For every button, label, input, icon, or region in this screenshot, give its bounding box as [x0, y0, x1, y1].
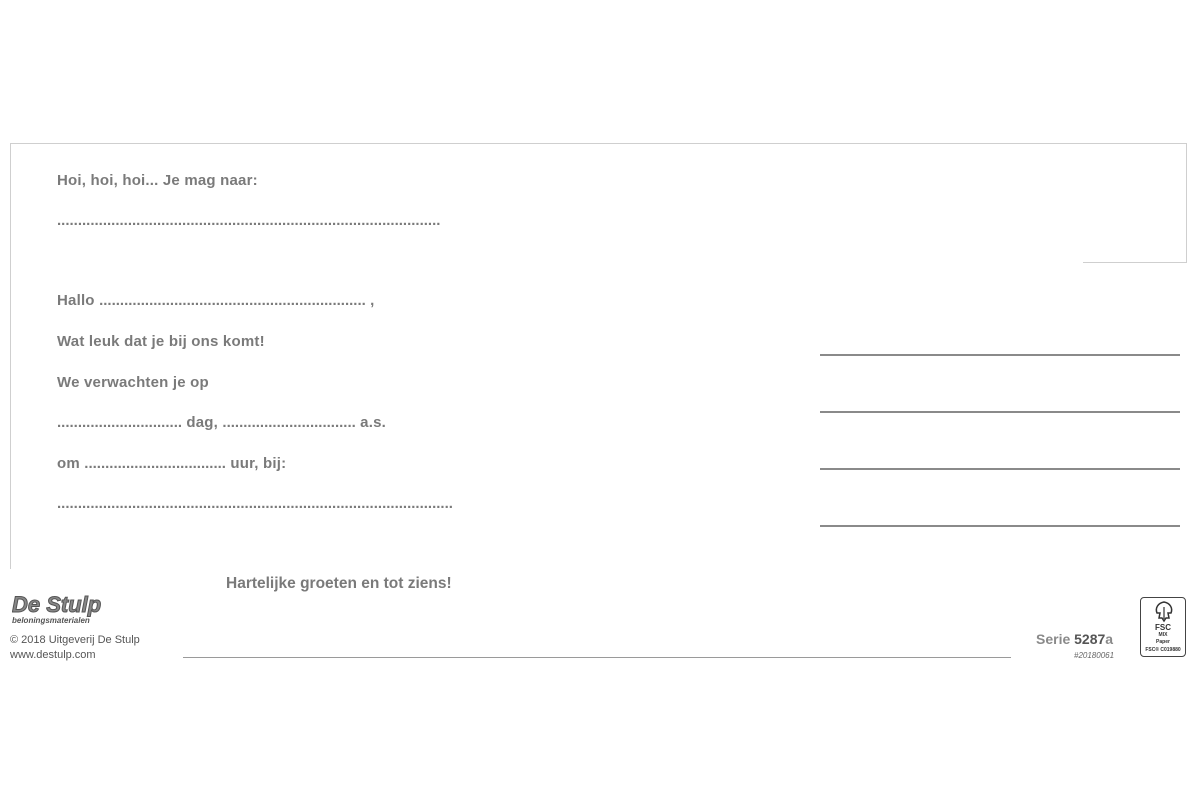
as-label: a.s.	[360, 414, 386, 431]
dag-label: dag,	[186, 414, 219, 431]
serial-number: #20180061	[1074, 651, 1115, 660]
hallo-comma: ,	[370, 292, 375, 309]
serie-prefix: Serie	[1036, 631, 1071, 647]
address-dots: ...............................................................................................	[57, 495, 453, 512]
copyright-block	[10, 633, 140, 663]
expect-line: We verwachten je op	[57, 374, 209, 391]
de-stulp-logo	[12, 588, 152, 628]
welcome-line: Wat leuk dat je bij ons komt!	[57, 333, 265, 350]
fsc-label: FSC	[1155, 623, 1171, 632]
serie-number: 5287	[1074, 631, 1106, 647]
copyright-text: © 2018 Uitgeverij De Stulp	[10, 634, 140, 646]
uur-label: uur, bij:	[230, 455, 287, 472]
stamp-area-edge	[1083, 262, 1187, 263]
address-line-3	[820, 468, 1180, 470]
address-line-4	[820, 525, 1180, 527]
serie-suffix: a	[1105, 631, 1114, 647]
name-dots: ................................................................	[99, 292, 366, 309]
signature-line	[183, 657, 1011, 658]
date-dots: ................................	[222, 414, 356, 431]
day-dots: ..............................	[57, 414, 183, 431]
om-label: om	[57, 455, 80, 472]
card-border-right	[1186, 143, 1187, 263]
time-line	[57, 455, 286, 472]
fsc-badge	[1140, 597, 1186, 657]
serie-label	[1036, 631, 1113, 647]
logo-subtext: beloningsmaterialen	[12, 616, 90, 625]
date-line	[57, 414, 386, 431]
website-text: www.destulp.com	[10, 649, 96, 661]
fsc-tree-icon	[1141, 599, 1187, 623]
logo-text: De Stulp	[12, 592, 102, 617]
destination-dots: ............................................................................................	[57, 212, 441, 229]
address-line-1	[820, 354, 1180, 356]
greeting-text: Hartelijke groeten en tot ziens!	[226, 575, 452, 592]
address-line-2	[820, 411, 1180, 413]
hallo-prefix: Hallo	[57, 292, 95, 309]
hallo-line	[57, 292, 375, 309]
intro-line: Hoi, hoi, hoi... Je mag naar:	[57, 172, 258, 189]
fsc-paper: Paper	[1156, 639, 1170, 645]
fsc-code: FSC® C019880	[1145, 647, 1181, 653]
fsc-mix: MIX	[1158, 632, 1168, 638]
time-dots: ..................................	[84, 455, 226, 472]
